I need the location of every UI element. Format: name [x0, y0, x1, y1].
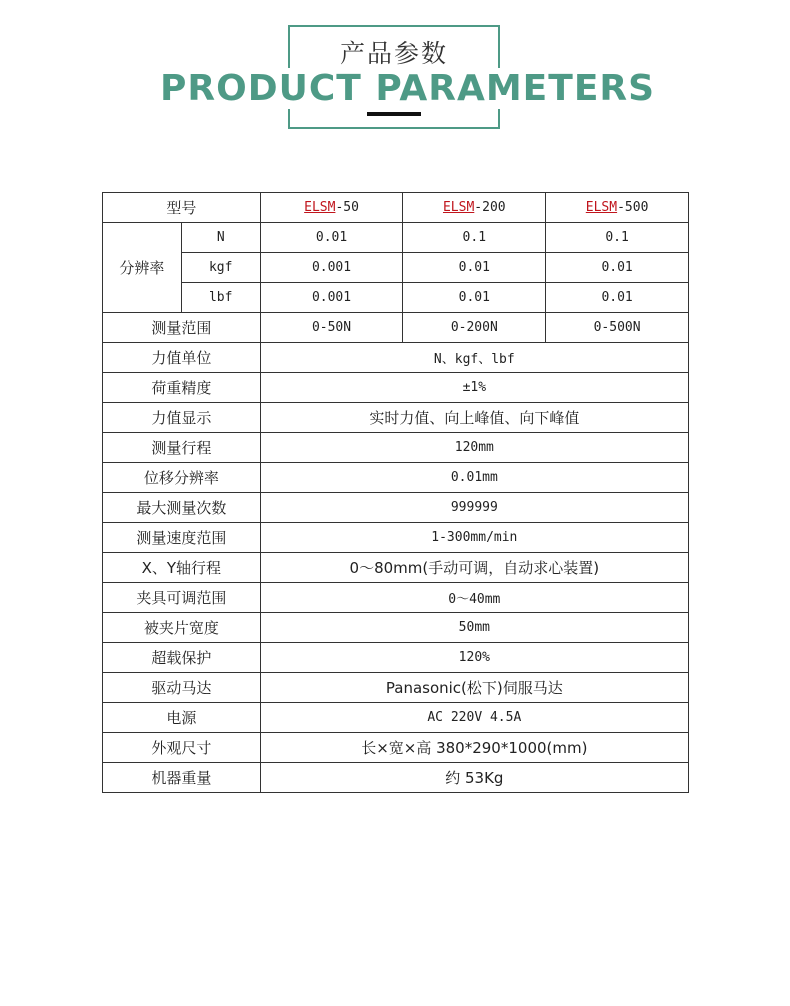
- header-frame-top: [288, 25, 500, 27]
- table-row: [103, 403, 689, 433]
- row-value: 0～40mm: [260, 583, 688, 613]
- table-row-resolution-lbf: [103, 283, 689, 313]
- resolution-value: 0.001: [260, 283, 403, 313]
- row-label: 超载保护: [103, 643, 261, 673]
- resolution-value: 0.1: [403, 223, 546, 253]
- table-row-resolution-kgf: [103, 253, 689, 283]
- row-value: 1-300mm/min: [260, 523, 688, 553]
- row-label: 位移分辨率: [103, 463, 261, 493]
- row-label: 最大测量次数: [103, 493, 261, 523]
- range-label: 测量范围: [103, 313, 261, 343]
- table-row-model: [103, 193, 689, 223]
- range-value: 0-50N: [260, 313, 403, 343]
- table-row-resolution-n: [103, 223, 689, 253]
- row-label: 被夹片宽度: [103, 613, 261, 643]
- table-row: [103, 673, 689, 703]
- table-row: [103, 613, 689, 643]
- row-label: 力值显示: [103, 403, 261, 433]
- resolution-value: 0.01: [260, 223, 403, 253]
- model-suffix: -50: [335, 200, 359, 215]
- table-row: [103, 493, 689, 523]
- row-label: 机器重量: [103, 763, 261, 793]
- row-value: 999999: [260, 493, 688, 523]
- row-label: 夹具可调范围: [103, 583, 261, 613]
- model-cell-500: [546, 193, 689, 223]
- table-row-range: [103, 313, 689, 343]
- row-label: 力值单位: [103, 343, 261, 373]
- row-value: 50mm: [260, 613, 688, 643]
- row-value: 120mm: [260, 433, 688, 463]
- header-frame-left-lower: [288, 108, 290, 129]
- row-label: 驱动马达: [103, 673, 261, 703]
- model-link[interactable]: ELSM: [585, 200, 618, 215]
- resolution-value: 0.01: [403, 253, 546, 283]
- row-label: 外观尺寸: [103, 733, 261, 763]
- range-value: 0-200N: [403, 313, 546, 343]
- row-value: 约 53Kg: [260, 763, 688, 793]
- row-value: 120%: [260, 643, 688, 673]
- header-frame-right-lower: [498, 108, 500, 129]
- model-suffix: -200: [474, 200, 506, 215]
- row-value: ±1%: [260, 373, 688, 403]
- resolution-value: 0.1: [546, 223, 689, 253]
- table-row: [103, 643, 689, 673]
- row-value: 实时力值、向上峰值、向下峰值: [260, 403, 688, 433]
- table-row: [103, 733, 689, 763]
- title-chinese: 产品参数: [339, 39, 448, 68]
- parameters-table: [102, 192, 689, 793]
- model-link[interactable]: ELSM: [304, 200, 336, 215]
- row-value: AC 220V 4.5A: [260, 703, 688, 733]
- table-row: [103, 703, 689, 733]
- row-label: 测量行程: [103, 433, 261, 463]
- title-english: PRODUCT PARAMETERS: [160, 68, 656, 109]
- row-label: 测量速度范围: [103, 523, 261, 553]
- model-link[interactable]: ELSM: [442, 200, 475, 215]
- resolution-unit: lbf: [181, 283, 260, 313]
- row-value: 0～80mm(手动可调，自动求心装置): [260, 553, 688, 583]
- row-value: 0.01mm: [260, 463, 688, 493]
- row-value: 长×宽×高 380*290*1000(mm): [260, 733, 688, 763]
- table-row: [103, 373, 689, 403]
- table-row: [103, 763, 689, 793]
- resolution-unit: N: [181, 223, 260, 253]
- section-header: [0, 0, 790, 140]
- resolution-value: 0.01: [403, 283, 546, 313]
- range-value: 0-500N: [546, 313, 689, 343]
- title-underline: [367, 112, 421, 116]
- model-label: 型号: [103, 193, 261, 223]
- model-cell-200: [403, 193, 546, 223]
- table-row: [103, 343, 689, 373]
- row-value: Panasonic(松下)伺服马达: [260, 673, 688, 703]
- resolution-value: 0.01: [546, 283, 689, 313]
- model-suffix: -500: [617, 200, 649, 215]
- table-row: [103, 433, 689, 463]
- table-row: [103, 553, 689, 583]
- resolution-value: 0.001: [260, 253, 403, 283]
- row-label: X、Y轴行程: [103, 553, 261, 583]
- resolution-label: 分辨率: [103, 223, 182, 313]
- table-row: [103, 523, 689, 553]
- table-row: [103, 463, 689, 493]
- row-value: N、kgf、lbf: [260, 343, 688, 373]
- table-row: [103, 583, 689, 613]
- model-cell-50: [260, 193, 403, 223]
- header-frame-bottom: [288, 127, 500, 129]
- row-label: 电源: [103, 703, 261, 733]
- resolution-unit: kgf: [181, 253, 260, 283]
- resolution-value: 0.01: [546, 253, 689, 283]
- row-label: 荷重精度: [103, 373, 261, 403]
